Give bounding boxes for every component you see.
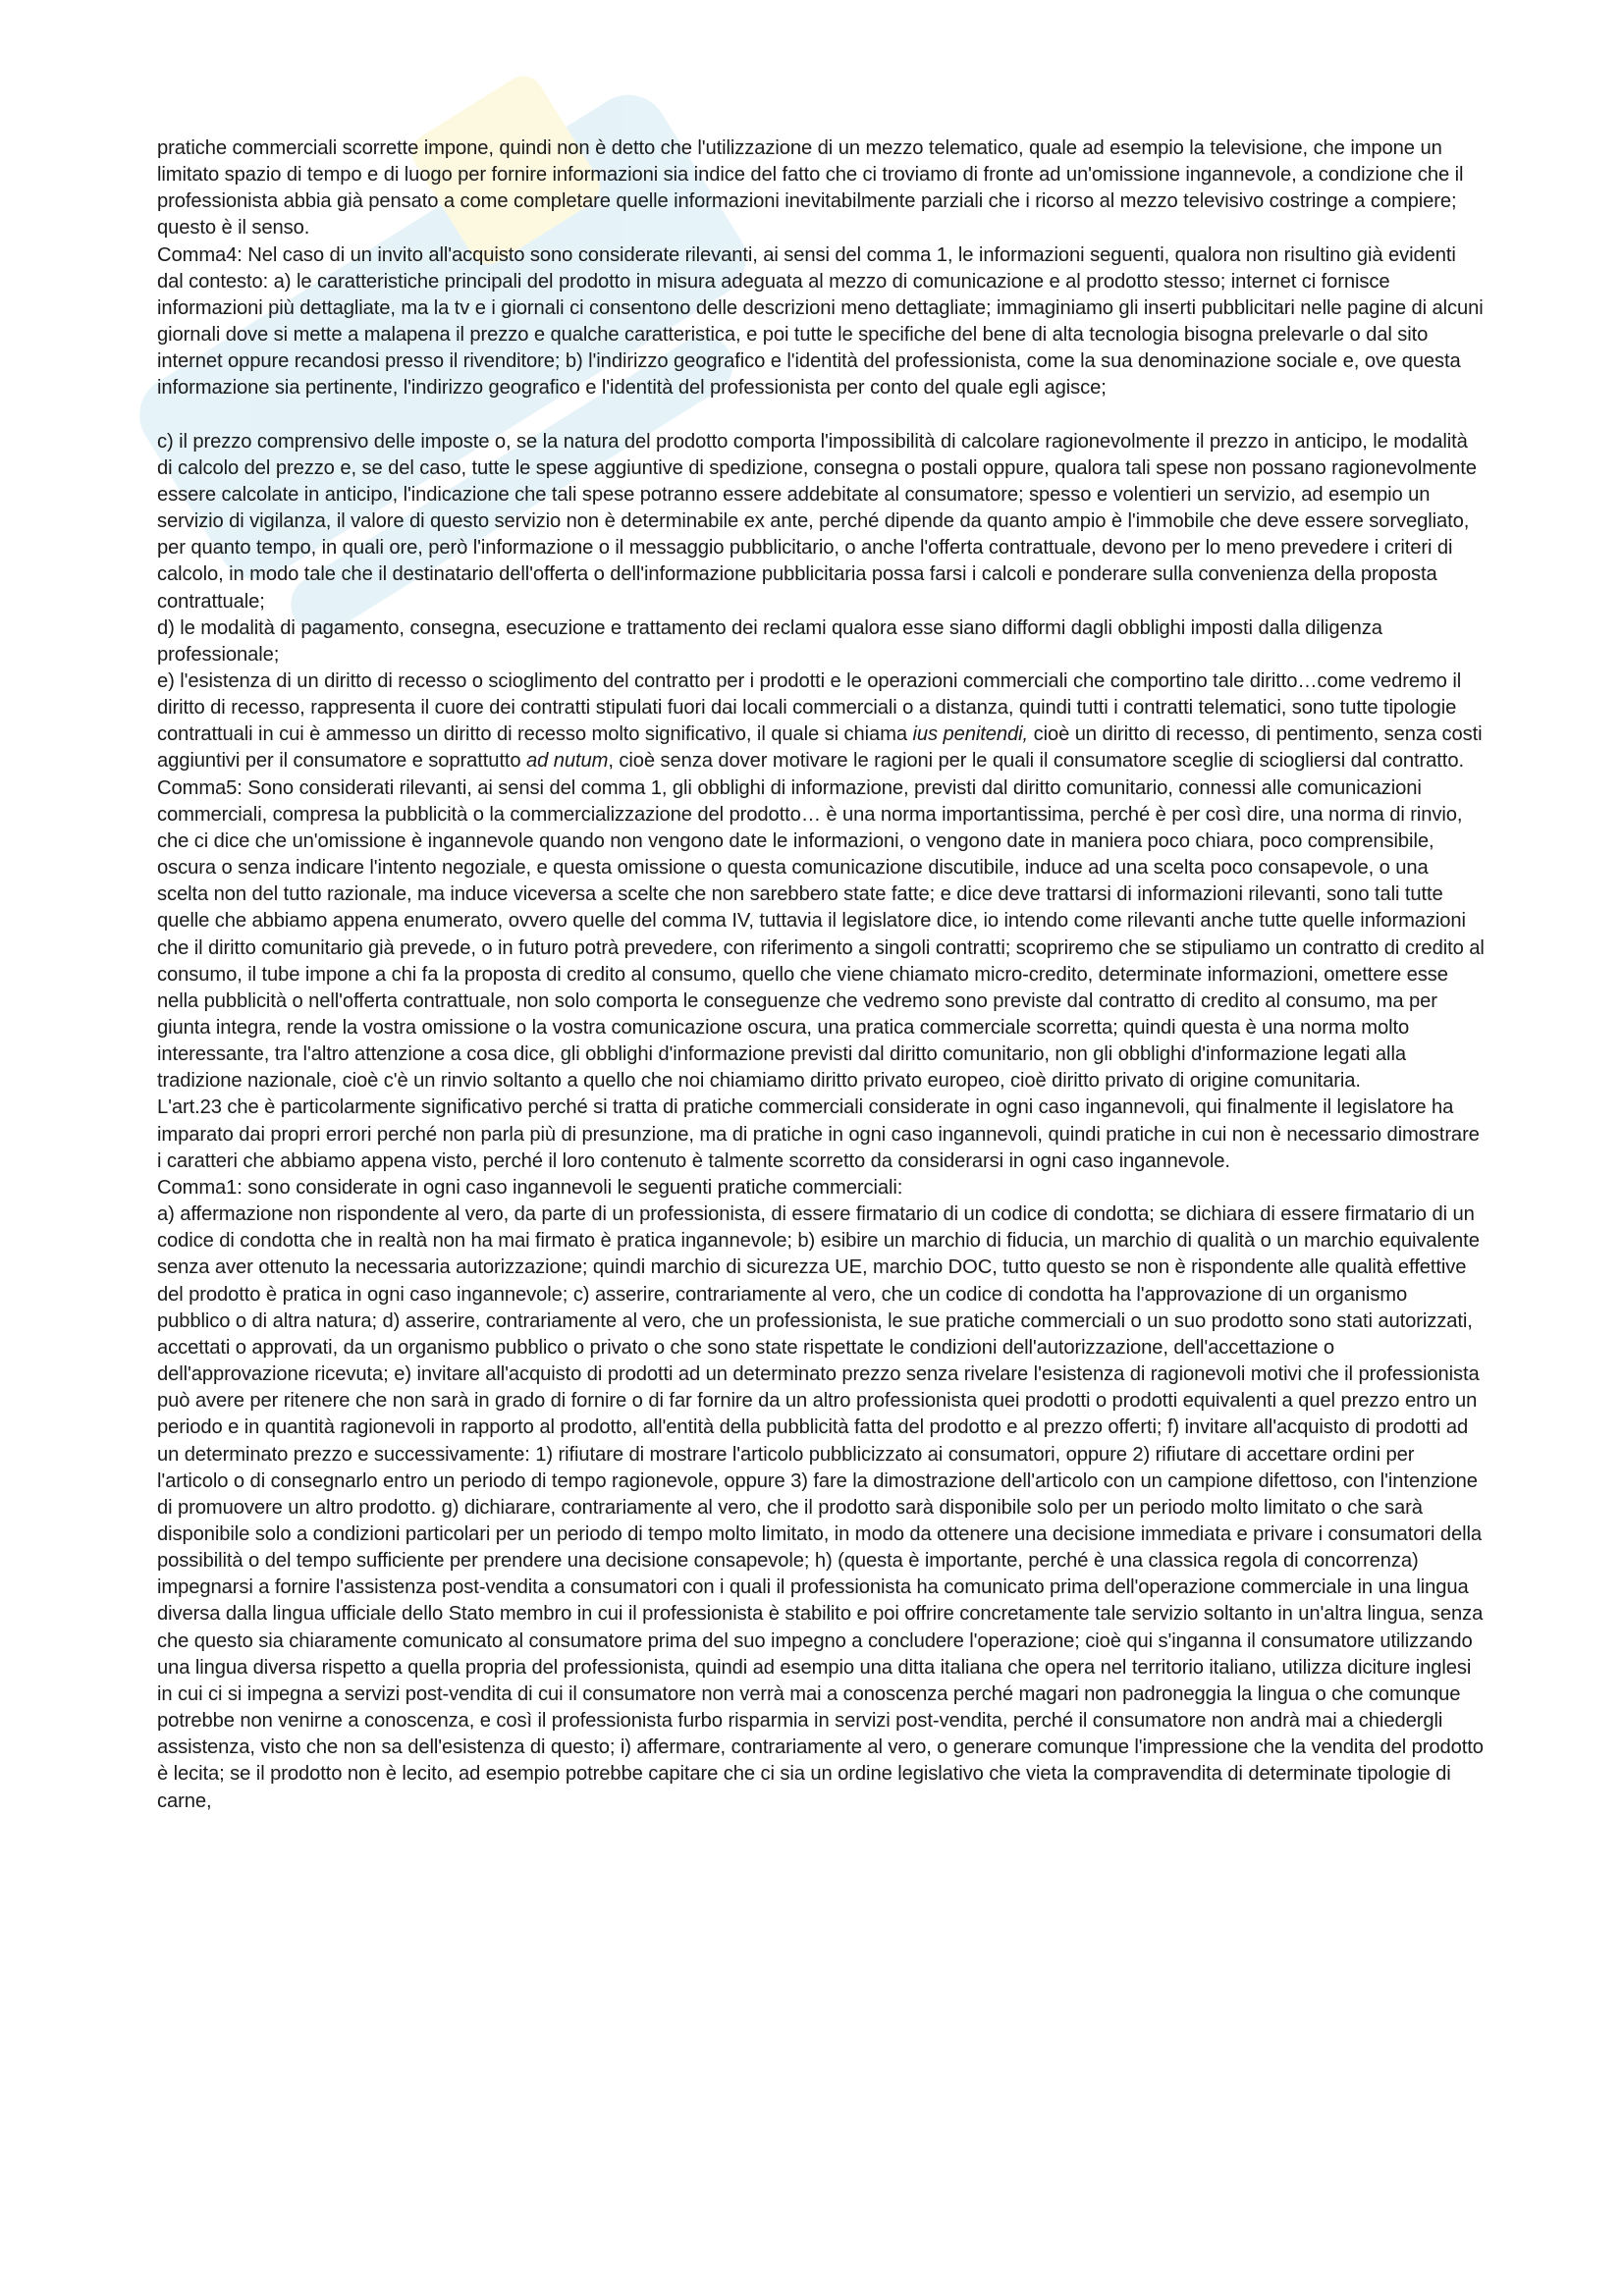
paragraph: c) il prezzo comprensivo delle imposte o, se la natura del prodotto comporta l'impossibilità di calcolare ragionevolmente il prezzo in anticipo, le modalità di calcolo del prezzo e, se del caso, tutte le spese aggiuntive di spedizione, consegna o postali oppure, qualora tali spese non possano ragionevolmente essere calcolate in anticipo, l'indicazione che tali spese potranno essere addebitate al consumatore; spesso e volentieri un servizio, ad esempio un servizio di vigilanza, il valore di questo servizio non è determinabile ex ante, perché dipende da quanto ampio è l'immobile che deve essere sorvegliato, per quanto tempo, in quali ore, però l'informazione o il messaggio pubblicitario, o anche l'offerta contrattuale, devono per lo meno prevedere i criteri di calcolo, in modo tale che il destinatario dell'offerta o dell'informazione pubblicitaria possa farsi i calcoli e ponderare sulla convenienza della proposta contrattuale; xyxy=(157,430,1477,613)
document-body xyxy=(157,135,1485,1815)
paragraph: Comma1: sono considerate in ogni caso ingannevoli le seguenti pratiche commerciali: xyxy=(157,1176,903,1199)
text-run: e) l'esistenza di un diritto di recesso o scioglimento del contratto per i prodotti e le operazioni commerciali che comportino tale diritto…come vedremo il diritto di recesso, rappresenta il cuore dei contratti stipulati fuori dai locali commerciali o a distanza, quindi tutti i contratti telematici, sono tutte tipologie contrattuali in cui è ammesso un diritto di recesso molto significativo, il quale si chiama xyxy=(157,669,1462,746)
italic-term: ad nutum xyxy=(526,750,609,773)
paragraph: Comma4: Nel caso di un invito all'acquisto sono considerate rilevanti, ai sensi del comma 1, le informazioni seguenti, qualora non risultino già evidenti dal contesto: a) le caratteristiche principali del prodotto in misura adeguata al mezzo di comunicazione e al prodotto stesso; internet ci fornisce informazioni più dettagliate, ma la tv e i giornali ci consentono delle descrizioni meno dettagliate; immaginiamo gli inserti pubblicitari nelle pagine di alcuni giornali dove si mette a malapena il prezzo e qualche caratteristica, e poi tutte le specifiche del bene di alta tecnologia bisogna prelevarle o dal sito internet oppure recandosi presso il rivenditore; b) l'indirizzo geografico e l'identità del professionista, come la sua denominazione sociale e, ove questa informazione sia pertinente, l'indirizzo geografico e l'identità del professionista per conto del quale egli agisce; xyxy=(157,243,1484,400)
text-run: cioè un diritto di recesso, di pentimento, senza costi aggiuntivi per il consumatore e soprattutto xyxy=(157,723,1483,773)
paragraph: a) affermazione non rispondente al vero, da parte di un professionista, di essere firmatario di un codice di condotta; se dichiara di essere firmatario di un codice di condotta che in realtà non ha mai firmato è pratica ingannevole; b) esibire un marchio di fiducia, un marchio di qualità o un marchio equivalente senza aver ottenuto la necessaria autorizzazione; quindi marchio di sicurezza UE, marchio DOC, tutto questo se non è rispondente alle qualità effettive del prodotto è pratica in ogni caso ingannevole; c) asserire, contrariamente al vero, che un codice di condotta ha l'approvazione di un organismo pubblico o di altra natura; d) asserire, contrariamente al vero, che un professionista, le sue pratiche commerciali o un suo prodotto sono stati autorizzati, accettati o approvati, da un organismo pubblico o privato o che sono state rispettate le condizioni dell'autorizzazione, dell'accettazione o dell'approvazione ricevuta; e) invitare all'acquisto di prodotti ad un determinato prezzo senza rivelare l'esistenza di ragionevoli motivi che il professionista può avere per ritenere che non sarà in grado di fornire o di far fornire da un altro professionista quei prodotti o prodotti equivalenti a quel prezzo entro un periodo e in quantità ragionevoli in rapporto al prodotto, all'entità della pubblicità fatta del prodotto e al prezzo offerti; f) invitare all'acquisto di prodotti ad un determinato prezzo e successivamente: 1) rifiutare di mostrare l'articolo pubblicizzato ai consumatori, oppure 2) rifiutare di accettare ordini per l'articolo o di consegnarlo entro un periodo di tempo ragionevole, oppure 3) fare la dimostrazione dell'articolo con un campione difettoso, con l'intenzione di promuovere un altro prodotto. g) dichiarare, contrariamente al vero, che il prodotto sarà disponibile solo per un periodo molto limitato o che sarà disponibile solo a condizioni particolari per un periodo di tempo molto limitato, in modo da ottenere una decisione immediata e privare i consumatori della possibilità o del tempo sufficiente per prendere una decisione consapevole; h) (questa è importante, perché è una classica regola di concorrenza) impegnarsi a fornire l'assistenza post-vendita a consumatori con i quali il professionista ha comunicato prima dell'operazione commerciale in una lingua diversa dalla lingua ufficiale dello Stato membro in cui il professionista è stabilito e poi offrire concretamente tale servizio soltanto in un'altra lingua, senza che questo sia chiaramente comunicato al consumatore prima del suo impegno a concludere l'operazione; cioè qui s'inganna il consumatore utilizzando una lingua diversa rispetto a quella propria del professionista, quindi ad esempio una ditta italiana che opera nel territorio italiano, utilizza diciture inglesi in cui ci si impegna a servizi post-vendita di cui il consumatore non verrà mai a conoscenza perché magari non padroneggia la lingua o che comunque potrebbe non venirne a conoscenza, e così il professionista furbo risparmia in servizi post-vendita, perché il consumatore non andrà mai a chiedergli assistenza, visto che non sa dell'esistenza di questo; i) affermare, contrariamente al vero, o generare comunque l'impressione che la vendita del prodotto è lecita; se il prodotto non è lecito, ad esempio potrebbe capitare che ci sia un ordine legislativo che vieta la compravendita di determinate tipologie di carne, xyxy=(157,1203,1484,1812)
paragraph: pratiche commerciali scorrette impone, quindi non è detto che l'utilizzazione di un mezzo telematico, quale ad esempio la televisione, che impone un limitato spazio di tempo e di luogo per fornire informazioni sia indice del fatto che ci troviamo di fronte ad un'omissione ingannevole, a condizione che il professionista abbia già pensato a come completare quelle informazioni inevitabilmente parziali che i ricorso al mezzo televisivo costringe a compiere; questo è il senso. xyxy=(157,137,1464,240)
italic-term: ius penitendi, xyxy=(912,723,1029,746)
text-run: , cioè senza dover motivare le ragioni per le quali il consumatore sceglie di sciogliersi dal contratto. xyxy=(608,750,1464,773)
paragraph: d) le modalità di pagamento, consegna, esecuzione e trattamento dei reclami qualora esse siano difformi dagli obblighi imposti dalla diligenza professionale; xyxy=(157,616,1382,666)
paragraph: L'art.23 che è particolarmente significativo perché si tratta di pratiche commerciali considerate in ogni caso ingannevoli, qui finalmente il legislatore ha imparato dai propri errori perché non parla più di presunzione, ma di pratiche in ogni caso ingannevoli, quindi pratiche in cui non è necessario dimostrare i caratteri che abbiamo appena visto, perché il loro contenuto è talmente scorretto da considerarsi in ogni caso ingannevole. xyxy=(157,1096,1480,1172)
paragraph xyxy=(157,668,1485,775)
paragraph: Comma5: Sono considerati rilevanti, ai sensi del comma 1, gli obblighi di informazione, previsti dal diritto comunitario, connessi alle comunicazioni commerciali, compresa la pubblicità o la commercializzazione del prodotto… è una norma importantissima, perché è per così dire, una norma di rinvio, che ci dice che un'omissione è ingannevole quando non vengono date le informazioni, o vengono date in maniera poco chiara, poco comprensibile, oscura o senza indicare l'intento negoziale, e questa omissione o questa comunicazione discutibile, induce ad una scelta poco consapevole, o una scelta non del tutto razionale, ma induce viceversa a scelte che non sarebbero state fatte; e dice deve trattarsi di informazioni rilevanti, sono tali tutte quelle che abbiamo appena enumerato, ovvero quelle del comma IV, tuttavia il legislatore dice, io intendo come rilevanti anche tutte quelle informazioni che il diritto comunitario già prevede, o in futuro potrà prevedere, con riferimento a singoli contratti; scopriremo che se stipuliamo un contratto di credito al consumo, il tube impone a chi fa la proposta di credito al consumo, quello che viene chiamato micro-credito, determinate informazioni, omettere esse nella pubblicità o nell'offerta contrattuale, non solo comporta le conseguenze che vedremo sono previste dal contratto di credito al consumo, ma per giunta integra, rende la vostra omissione o la vostra comunicazione oscura, una pratica commerciale scorretta; quindi questa è una norma molto interessante, tra l'altro attenzione a cosa dice, gli obblighi d'informazione previsti dal diritto comunitario, non gli obblighi d'informazione legati alla tradizione nazionale, cioè c'è un rinvio soltanto a quello che noi chiamiamo diritto privato europeo, cioè diritto privato di origine comunitaria. xyxy=(157,776,1485,1093)
